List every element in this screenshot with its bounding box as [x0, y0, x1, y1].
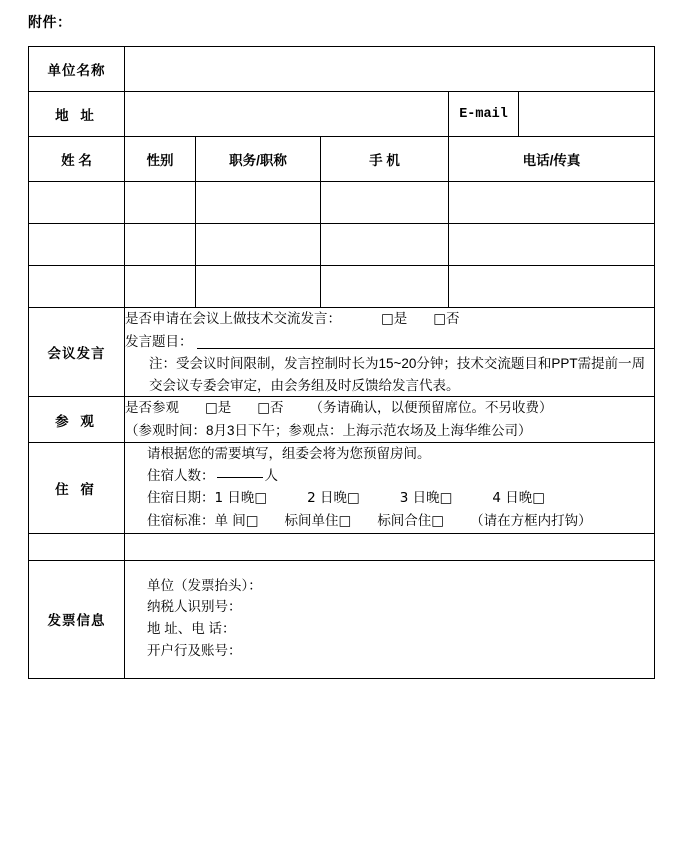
visit-content[interactable]: [125, 397, 655, 443]
spacer-content-cell: [125, 533, 655, 560]
cell-name[interactable]: [29, 182, 125, 224]
speech-content[interactable]: [125, 308, 655, 397]
table-row-spacer: [29, 533, 655, 560]
cell-title[interactable]: [196, 224, 321, 266]
table-header-row: [29, 137, 655, 182]
cell-name[interactable]: [29, 266, 125, 308]
section-accommodation: [29, 443, 655, 533]
invoice-line-address-phone: 地 址、电 话：: [147, 621, 236, 637]
accommodation-guest-count-label: 住宿人数：: [147, 468, 215, 484]
column-header-phone-fax: 电话/传真: [449, 137, 655, 182]
visit-question-suffix: （务请确认，以便预留席位。不另收费）: [309, 400, 553, 416]
speech-question-line: [125, 308, 654, 331]
section-speech: [29, 308, 655, 397]
invoice-line-bank-account: 开户行及账号：: [147, 643, 242, 659]
accommodation-date-option-4[interactable]: 4 日晚□: [492, 489, 546, 506]
cell-gender[interactable]: [125, 182, 196, 224]
accommodation-date-option-2[interactable]: 2 日晚□: [307, 489, 360, 506]
accommodation-standard-hint: （请在方框内打钩）: [470, 512, 592, 528]
cell-mobile[interactable]: [321, 182, 449, 224]
accommodation-standard-line: [125, 510, 654, 533]
accommodation-date-label: 住宿日期：: [147, 489, 215, 505]
accommodation-guest-count-unit: 人: [264, 468, 278, 484]
cell-phone-fax[interactable]: [449, 266, 655, 308]
visit-question-text: 是否参观: [125, 400, 179, 416]
invoice-line-company: 单位（发票抬头）：: [147, 577, 262, 593]
section-visit: [29, 397, 655, 443]
registration-form-table: [28, 46, 655, 679]
accommodation-label: 住 宿: [29, 443, 125, 533]
column-header-title: 职务/职称: [196, 137, 321, 182]
accommodation-guest-count-line: [125, 465, 654, 487]
cell-phone-fax[interactable]: [449, 182, 655, 224]
unit-name-label: 单位名称: [29, 47, 125, 92]
accommodation-intro: 请根据您的需要填写，组委会将为您预留房间。: [147, 446, 431, 462]
visit-question-line: [125, 397, 654, 420]
email-value[interactable]: [519, 92, 655, 137]
accommodation-guest-count-input[interactable]: [217, 476, 263, 478]
accommodation-date-option-1[interactable]: 1 日晚□: [214, 489, 268, 506]
section-invoice: [29, 560, 655, 678]
spacer-label-cell: [29, 533, 125, 560]
invoice-label: 发票信息: [29, 560, 125, 678]
table-row: [29, 266, 655, 308]
cell-title[interactable]: [196, 266, 321, 308]
address-label: 地 址: [29, 92, 125, 137]
accommodation-standard-option-twin-sole[interactable]: 标间单住□: [284, 512, 352, 529]
speech-question-text: 是否申请在会议上做技术交流发言：: [125, 311, 341, 326]
speech-topic-line: [125, 331, 654, 353]
speech-option-no[interactable]: □否: [433, 311, 460, 327]
accommodation-standard-option-single[interactable]: 单 间□: [214, 512, 259, 529]
cell-title[interactable]: [196, 182, 321, 224]
speech-topic-input[interactable]: [197, 347, 655, 349]
visit-label: 参 观: [29, 397, 125, 443]
table-row: [29, 224, 655, 266]
visit-detail-line: （参观时间：8月3日下午；参观点：上海示范农场及上海华维公司）: [125, 423, 532, 439]
cell-name[interactable]: [29, 224, 125, 266]
cell-mobile[interactable]: [321, 224, 449, 266]
table-row: [29, 182, 655, 224]
cell-mobile[interactable]: [321, 266, 449, 308]
speech-note: 注：受会议时间限制，发言控制时长为15~20分钟；技术交流题目和PPT需提前一周交会议专委会审定，由会务组及时反馈给发言代表。: [149, 355, 646, 393]
unit-name-value[interactable]: [125, 47, 655, 92]
column-header-name: 姓 名: [29, 137, 125, 182]
column-header-mobile: 手 机: [321, 137, 449, 182]
cell-gender[interactable]: [125, 266, 196, 308]
invoice-line-taxid: 纳税人识别号：: [147, 599, 242, 615]
address-value[interactable]: [125, 92, 449, 137]
accommodation-date-line: [125, 487, 654, 510]
speech-topic-label: 发言题目：: [125, 333, 193, 349]
attachment-label: 附件：: [28, 14, 72, 30]
column-header-gender: 性别: [125, 137, 196, 182]
speech-label: 会议发言: [29, 308, 125, 397]
table-row-unit-name: [29, 47, 655, 92]
table-row-address: [29, 92, 655, 137]
cell-phone-fax[interactable]: [449, 224, 655, 266]
cell-gender[interactable]: [125, 224, 196, 266]
visit-option-no[interactable]: □否: [257, 400, 284, 417]
speech-option-yes[interactable]: □是: [381, 311, 408, 327]
visit-option-yes[interactable]: □是: [205, 400, 232, 417]
accommodation-date-option-3[interactable]: 3 日晚□: [399, 489, 453, 506]
email-label: E-mail: [449, 92, 519, 137]
invoice-content[interactable]: [125, 560, 655, 678]
accommodation-standard-label: 住宿标准：: [147, 512, 215, 528]
accommodation-standard-option-twin-share[interactable]: 标间合住□: [377, 512, 445, 529]
accommodation-content[interactable]: [125, 443, 655, 533]
